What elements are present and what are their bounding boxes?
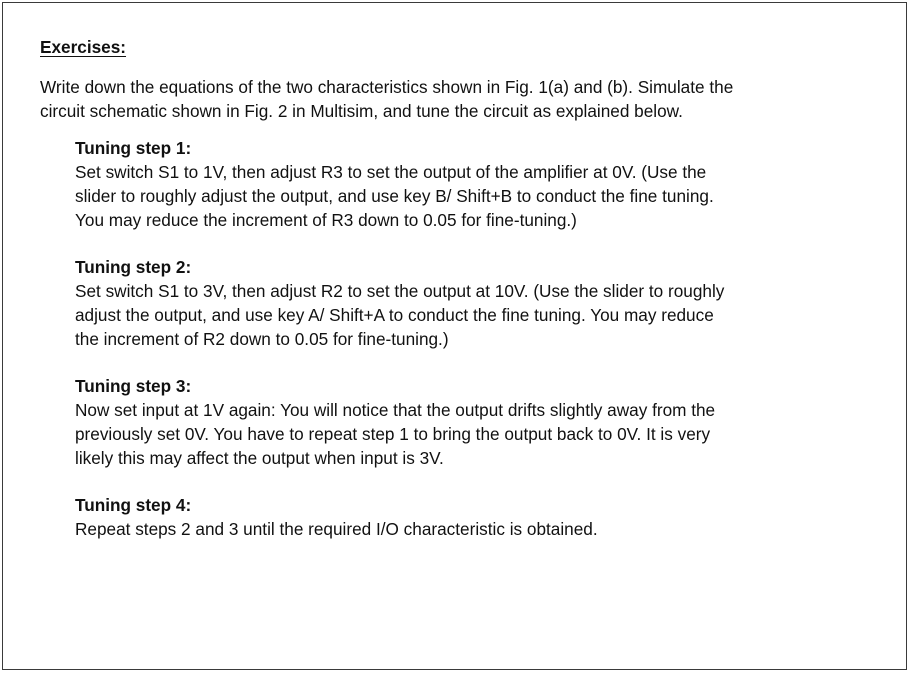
step-line: the increment of R2 down to 0.05 for fine-tuning.) [75,329,449,349]
step-title: Tuning step 1: [75,138,192,158]
intro-line: Write down the equations of the two characteristics shown in Fig. 1(a) and (b). Simulate the [40,77,734,97]
tuning-step-2 [75,255,890,351]
step-line: likely this may affect the output when input is 3V. [75,448,444,468]
tuning-steps [40,136,890,541]
step-line: Set switch S1 to 1V, then adjust R3 to set the output of the amplifier at 0V. (Use the [75,162,707,182]
document-frame [2,2,907,670]
step-title: Tuning step 3: [75,376,192,396]
step-title: Tuning step 4: [75,495,192,515]
document-body [40,35,890,564]
tuning-step-3 [75,374,890,470]
intro-paragraph [40,75,890,123]
step-line: slider to roughly adjust the output, and use key B/ Shift+B to conduct the fine tuning. [75,186,714,206]
step-line: Set switch S1 to 3V, then adjust R2 to set the output at 10V. (Use the slider to roughly [75,281,725,301]
step-line: Repeat steps 2 and 3 until the required I/O characteristic is obtained. [75,519,598,539]
step-title: Tuning step 2: [75,257,192,277]
step-line: adjust the output, and use key A/ Shift+A to conduct the fine tuning. You may reduce [75,305,714,325]
exercises-heading: Exercises: [40,37,127,57]
step-line: previously set 0V. You have to repeat step 1 to bring the output back to 0V. It is very [75,424,711,444]
step-line: You may reduce the increment of R3 down to 0.05 for fine-tuning.) [75,210,577,230]
intro-line: circuit schematic shown in Fig. 2 in Multisim, and tune the circuit as explained below. [40,101,683,121]
tuning-step-4 [75,493,890,541]
tuning-step-1 [75,136,890,232]
step-line: Now set input at 1V again: You will notice that the output drifts slightly away from the [75,400,716,420]
